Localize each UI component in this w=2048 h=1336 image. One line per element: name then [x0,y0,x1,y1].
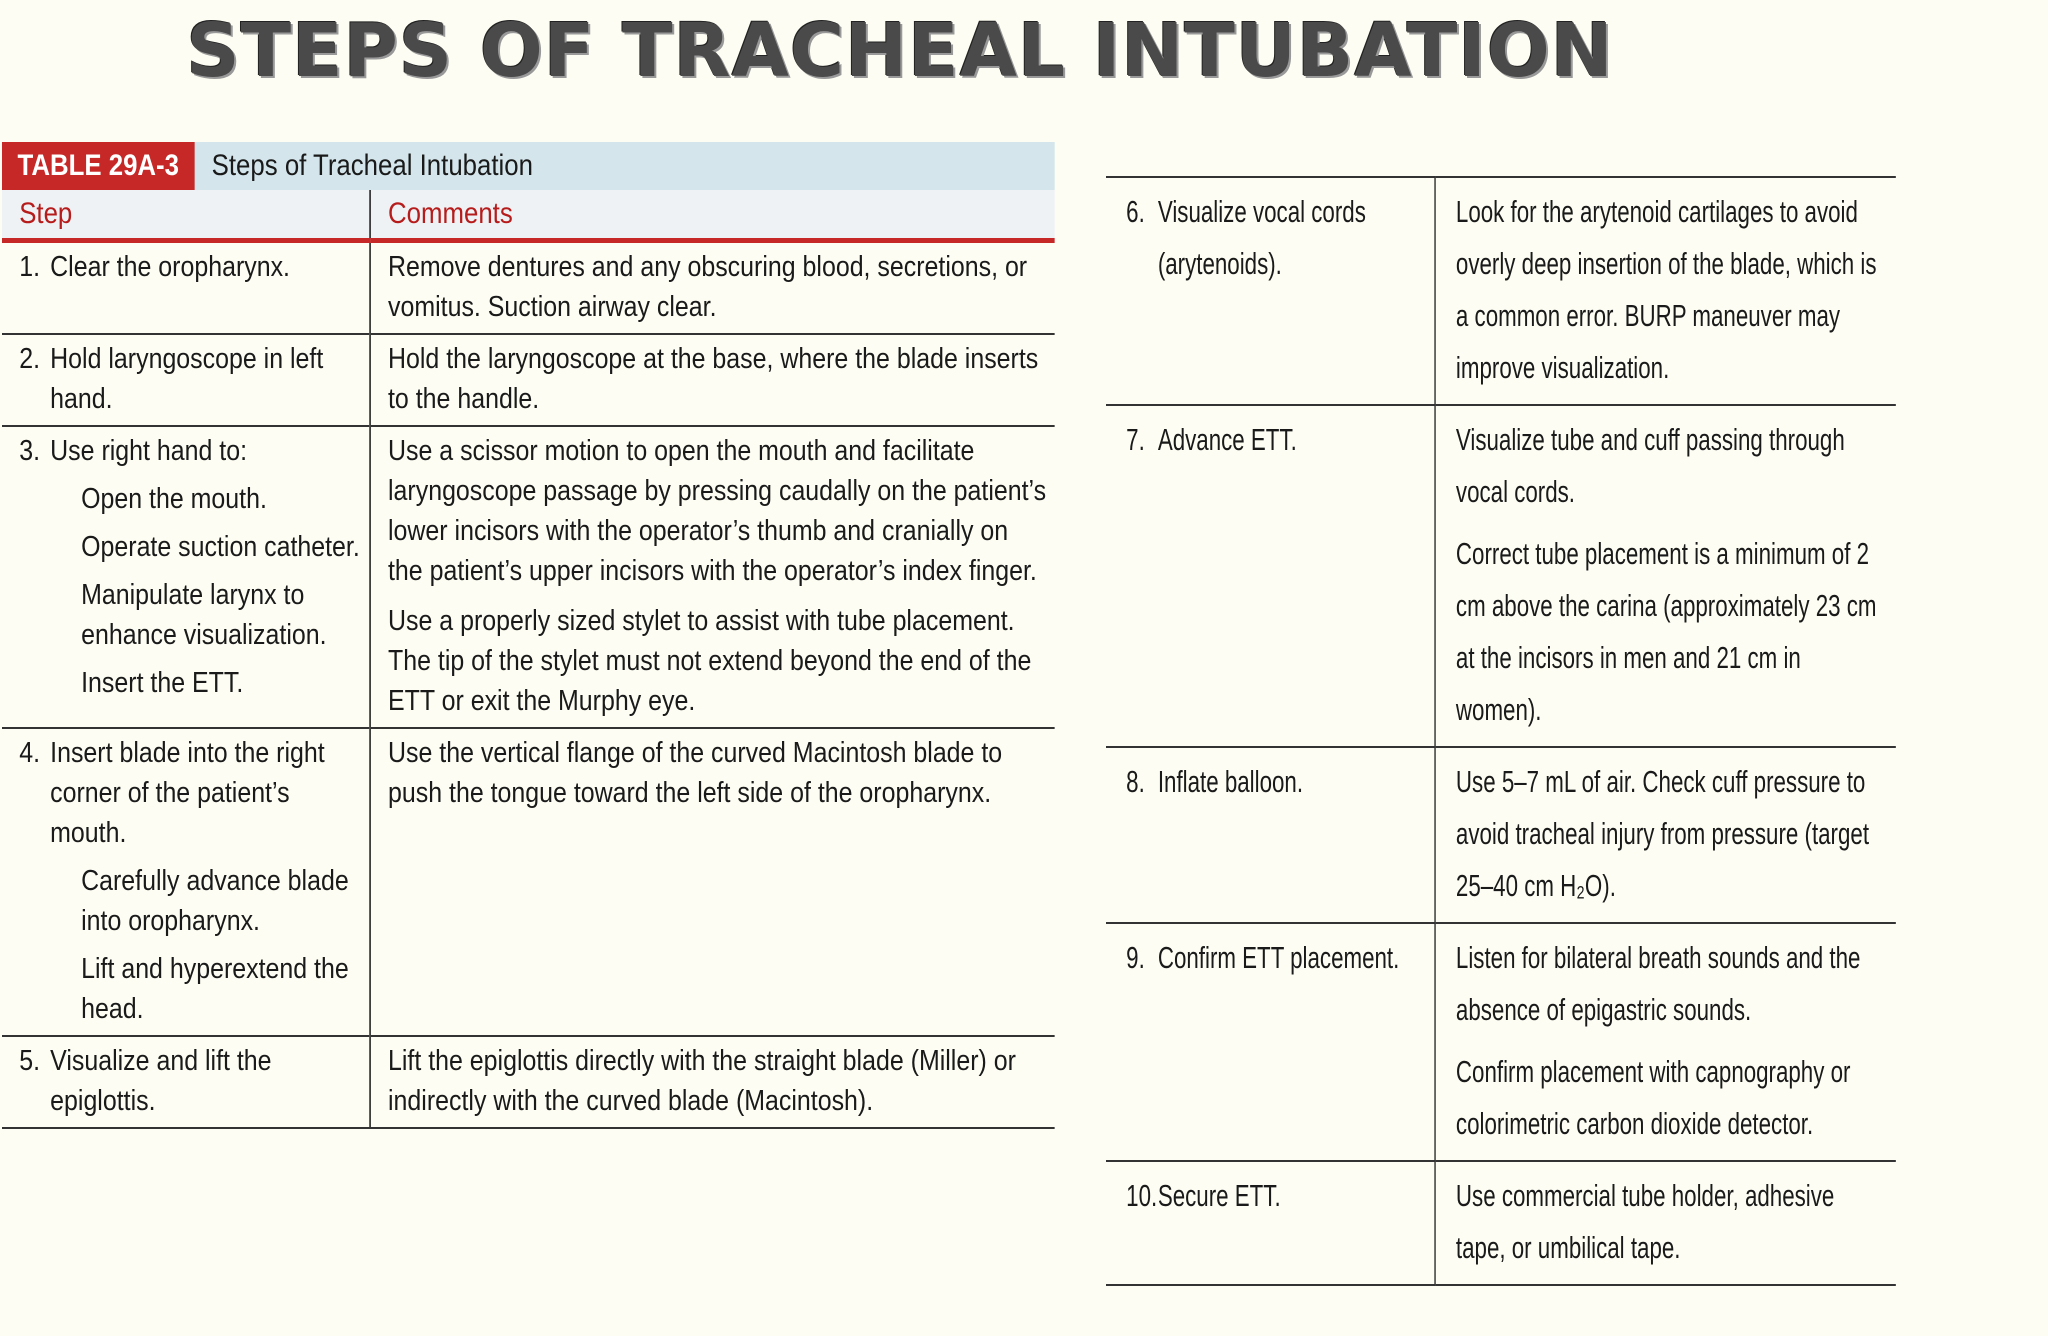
table-row [2,426,1055,728]
table-row [2,241,1055,335]
table-row [1106,1161,1896,1285]
step-text: Advance ETT. [1157,422,1297,457]
header-step: Step [2,190,370,241]
step-number: 10. [1126,1178,1158,1213]
table-row [1106,177,1896,405]
comment-cell [1435,177,1896,405]
step-line [19,1041,362,1121]
table-header-row [2,190,1055,241]
comment-cell [370,241,1055,335]
comment-cell [1435,747,1896,923]
comment-paragraph: Lift the epiglottis directly with the straight blade (Miller) or indirectly with the curved blade (Macintosh). [388,1045,1016,1117]
comment-cell [370,426,1055,728]
comment-paragraph: Remove dentures and any obscuring blood, secretions, or vomitus. Suction airway clear. [388,251,1028,323]
comment-cell [1435,1161,1896,1285]
step-cell [2,241,370,335]
step-number: 8. [1126,764,1145,799]
step-cell [1106,405,1435,747]
step-text: Hold laryngoscope in left hand. [50,343,324,415]
comment-paragraph: Confirm placement with capnography or colorimetric carbon dioxide detector. [1455,1054,1851,1141]
comment-paragraph: Use a scissor motion to open the mouth and facilitate laryngoscope passage by pressing caudally on the patient’s lower incisors with the operator’s thumb and cranially on the patient’s upper incisors with the operator’s index finger. [388,435,1047,587]
table-row [1106,405,1896,747]
step-text: Inflate balloon. [1157,764,1304,799]
comment-cell [370,1036,1055,1128]
step-text: Confirm ETT placement. [1157,940,1400,975]
step-number: 7. [1126,422,1145,457]
step-number: 1. [19,251,41,283]
step-text: Insert blade into the right corner of the patient’s mouth. [50,737,325,849]
comment-paragraph: Use commercial tube holder, adhesive tape, or umbilical tape. [1455,1178,1835,1265]
step-cell [2,426,370,728]
step-number: 4. [19,737,41,769]
step-text: Use right hand to: [50,435,248,467]
table-row [2,1036,1055,1128]
step-line [19,247,362,287]
comment-paragraph: Use the vertical flange of the curved Macintosh blade to push the tongue toward the left side of the oropharynx. [388,737,1003,809]
table-number-badge: TABLE 29A-3 [2,142,194,190]
comment-paragraph: Use 5–7 mL of air. Check cuff pressure to avoid tracheal injury from pressure (target 25–40 cm H₂O). [1455,764,1870,903]
step-line [1126,1170,1427,1222]
step-text: Clear the oropharynx. [50,251,290,283]
table-title: Steps of Tracheal Intubation [211,149,533,182]
step-cell [2,1036,370,1128]
comment-paragraph: Visualize tube and cuff passing through vocal cords. [1455,422,1845,509]
step-number: 2. [19,343,41,375]
comment-cell [1435,405,1896,747]
sub-step: Open the mouth. [81,483,267,515]
step-line [1126,932,1427,984]
step-line [1126,756,1427,808]
step-number: 6. [1126,194,1145,229]
sub-step: Carefully advance blade into oropharynx. [81,865,349,937]
step-cell [2,334,370,426]
sub-step: Manipulate larynx to enhance visualization. [81,579,327,651]
comment-paragraph: Correct tube placement is a minimum of 2 cm above the carina (approximately 23 cm at the incisors in men and 21 cm in women). [1455,536,1877,727]
step-cell [1106,923,1435,1161]
table-row [1106,923,1896,1161]
step-text: Visualize and lift the epiglottis. [50,1045,272,1117]
step-cell [1106,1161,1435,1285]
comment-cell [1435,923,1896,1161]
step-cell [2,728,370,1036]
step-line [19,431,362,471]
table-row [2,728,1055,1036]
step-cell [1106,747,1435,923]
intubation-steps-table-right [1106,176,1896,1286]
step-number: 9. [1126,940,1145,975]
step-text: Visualize vocal cords (arytenoids). [1157,194,1366,281]
header-comments: Comments [370,190,1055,241]
comment-cell [370,334,1055,426]
intubation-steps-table-left [2,142,1055,1129]
comment-cell [370,728,1055,1036]
comment-paragraph: Look for the arytenoid cartilages to avoid overly deep insertion of the blade, which is a common error. BURP maneuver may improve visualization. [1455,194,1877,385]
step-line [1126,186,1427,290]
step-cell [1106,177,1435,405]
step-line [1126,414,1427,466]
comment-paragraph: Hold the laryngoscope at the base, where the blade inserts to the handle. [388,343,1039,415]
comment-paragraph: Listen for bilateral breath sounds and the absence of epigastric sounds. [1455,940,1861,1027]
step-number: 3. [19,435,41,467]
step-number: 5. [19,1045,41,1077]
sub-step: Operate suction catheter. [81,531,360,563]
sub-step: Insert the ETT. [81,667,244,699]
step-line [19,733,362,853]
sub-step: Lift and hyperextend the head. [81,953,349,1025]
table-row [1106,747,1896,923]
comment-paragraph: Use a properly sized stylet to assist with tube placement. The tip of the stylet must not extend beyond the end of the ETT or exit the Murphy eye. [388,605,1032,717]
step-line [19,339,362,419]
table-row [2,334,1055,426]
step-text: Secure ETT. [1157,1178,1281,1213]
slide-title: STEPS OF TRACHEAL INTUBATION [186,8,1614,94]
table-banner [2,142,1055,190]
